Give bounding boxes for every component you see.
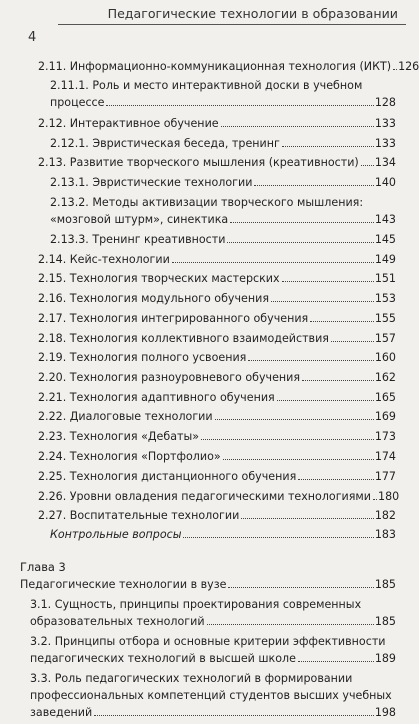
page-number: 4 <box>28 30 37 45</box>
toc-entry-title: 2.13.1. Эвристические технологии <box>50 176 253 189</box>
toc-entry-title: 2.16. Технология модульного обучения <box>38 292 269 305</box>
dot-leader <box>361 165 374 166</box>
toc-entry <box>50 137 396 151</box>
toc-entry <box>30 615 396 629</box>
dot-leader <box>221 126 374 127</box>
dot-leader <box>282 281 374 282</box>
toc-entry-page: 160 <box>374 351 396 364</box>
toc-entry-page: 149 <box>374 253 396 266</box>
toc-entry-page: 189 <box>374 652 396 665</box>
toc-entry-title: 2.13. Развитие творческого мышления (креативности) <box>38 156 359 169</box>
toc-entry-title: 3.1. Сущность, принципы проектирования современных <box>30 598 362 611</box>
toc-entry-page: 153 <box>374 292 396 305</box>
toc-entry-page: 185 <box>374 615 396 628</box>
toc-entry-title: 3.3. Роль педагогических технологий в формировании <box>30 672 353 685</box>
chapter-label: Глава 3 <box>20 560 66 574</box>
toc-entry-title: профессиональных компетенций студентов высших учебных <box>30 689 392 702</box>
toc-entry <box>50 176 396 190</box>
toc-entry-title: 2.26. Уровни овладения педагогическими технологиями <box>38 490 372 503</box>
toc-entry-title: 2.12.1. Эвристическая беседа, тренинг <box>50 137 280 150</box>
toc-entry-title: 2.11. Информационно-коммуникационная технология (ИКТ) <box>38 60 392 73</box>
toc-entry-page: 157 <box>374 332 396 345</box>
chapter-heading <box>20 560 66 574</box>
toc-entry <box>38 292 396 306</box>
toc-entry-title: Контрольные вопросы <box>50 528 182 541</box>
dot-leader <box>241 518 374 519</box>
toc-entry <box>30 598 361 612</box>
toc-entry-title: 2.22. Диалоговые технологии <box>38 410 213 423</box>
dot-leader <box>298 479 374 480</box>
dot-leader <box>94 715 374 716</box>
toc-entry <box>38 253 396 267</box>
toc-entry <box>38 391 396 405</box>
dot-leader <box>230 222 374 223</box>
toc-entry <box>30 672 352 686</box>
toc-entry-page: 173 <box>374 430 396 443</box>
toc-entry <box>38 490 400 504</box>
toc-entry-title: 2.12. Интерактивное обучение <box>38 117 219 130</box>
toc-entry-title: 2.25. Технология дистанционного обучения <box>38 470 297 483</box>
dot-leader <box>106 105 373 106</box>
toc-entry-page: 169 <box>374 410 396 423</box>
toc-entry-page: 143 <box>374 213 396 226</box>
dot-leader <box>215 419 374 420</box>
dot-leader <box>373 499 377 500</box>
toc-entry-page: 128 <box>374 96 396 109</box>
dot-leader <box>223 459 374 460</box>
toc-entry-page: 155 <box>374 312 396 325</box>
toc-entry <box>50 528 396 542</box>
toc-entry-page: 185 <box>374 578 396 591</box>
dot-leader <box>282 146 374 147</box>
toc-entry-page: 183 <box>374 528 396 541</box>
toc-entry <box>38 156 396 170</box>
toc-entry-title: 2.13.2. Методы активизации творческого мышления: <box>50 196 364 209</box>
toc-entry-page: 145 <box>374 233 396 246</box>
dot-leader <box>393 69 397 70</box>
toc-entry <box>38 117 396 131</box>
toc-entry <box>50 233 396 247</box>
toc-entry <box>50 213 396 227</box>
dot-leader <box>271 301 374 302</box>
dot-leader <box>254 185 373 186</box>
toc-entry <box>30 689 392 703</box>
toc-entry-page: 134 <box>374 156 396 169</box>
dot-leader <box>201 439 374 440</box>
toc-entry <box>38 60 419 74</box>
dot-leader <box>207 624 374 625</box>
toc-entry-title: 2.19. Технология полного усвоения <box>38 351 247 364</box>
toc-entry <box>38 351 396 365</box>
toc-entry <box>38 430 396 444</box>
toc-entry-title: заведений <box>30 706 93 719</box>
toc-entry-title: процессе <box>50 96 105 109</box>
toc-entry <box>38 312 396 326</box>
toc-entry-title: педагогических технологий в высшей школе <box>30 652 296 665</box>
toc-entry-page: 151 <box>374 272 396 285</box>
toc-entry <box>38 371 396 385</box>
toc-entry-title: 2.14. Кейс-технологии <box>38 253 170 266</box>
toc-entry-title: 2.21. Технология адаптивного обучения <box>38 391 275 404</box>
toc-entry <box>50 79 362 93</box>
toc-entry-page: 133 <box>374 137 396 150</box>
toc-entry <box>30 652 396 666</box>
dot-leader <box>298 661 374 662</box>
toc-entry <box>38 332 396 346</box>
toc-entry <box>38 509 396 523</box>
toc-entry <box>50 196 363 210</box>
toc-entry <box>30 706 396 720</box>
dot-leader <box>227 242 373 243</box>
running-title: Педагогические технологии в образовании <box>107 6 398 21</box>
toc-entry-title: 2.11.1. Роль и место интерактивной доски в учебном <box>50 79 363 92</box>
toc-entry-page: 180 <box>378 490 400 503</box>
toc-entry-page: 162 <box>374 371 396 384</box>
toc-entry-title: 2.20. Технология разноуровневого обучения <box>38 371 301 384</box>
toc-entry <box>38 272 396 286</box>
toc-entry-page: 126 <box>398 60 419 73</box>
dot-leader <box>310 321 374 322</box>
toc-entry-page: 165 <box>374 391 396 404</box>
dot-leader <box>277 400 374 401</box>
toc-entry-title: 2.15. Технология творческих мастерских <box>38 272 280 285</box>
toc-entry-page: 140 <box>374 176 396 189</box>
toc-entry-title: 2.23. Технология «Дебаты» <box>38 430 200 443</box>
toc-entry <box>38 410 396 424</box>
dot-leader <box>302 380 374 381</box>
toc-entry-title: 3.2. Принципы отбора и основные критерии эффективности <box>30 635 386 648</box>
toc-entry <box>50 96 396 110</box>
dot-leader <box>228 587 373 588</box>
toc-entry-title: 2.18. Технология коллективного взаимодействия <box>38 332 329 345</box>
toc-entry-title: 2.24. Технология «Портфолио» <box>38 450 221 463</box>
dot-leader <box>248 360 373 361</box>
toc-entry <box>38 450 396 464</box>
toc-entry <box>30 635 386 649</box>
toc-entry-page: 198 <box>374 706 396 719</box>
dot-leader <box>172 262 374 263</box>
toc-entry-title: Педагогические технологии в вузе <box>20 578 227 591</box>
toc-entry <box>38 470 396 484</box>
toc-entry <box>20 578 396 592</box>
toc-entry-title: 2.27. Воспитательные технологии <box>38 509 240 522</box>
toc-entry-page: 174 <box>374 450 396 463</box>
toc-entry-title: образовательных технологий <box>30 615 205 628</box>
toc-entry-page: 177 <box>374 470 396 483</box>
dot-leader <box>331 341 374 342</box>
toc-entry-title: 2.13.3. Тренинг креативности <box>50 233 226 246</box>
toc-entry-page: 182 <box>374 509 396 522</box>
toc-entry-title: «мозговой штурм», синектика <box>50 213 229 226</box>
dot-leader <box>183 537 373 538</box>
toc-entry-page: 133 <box>374 117 396 130</box>
toc-entry-title: 2.17. Технология интегрированного обучения <box>38 312 309 325</box>
